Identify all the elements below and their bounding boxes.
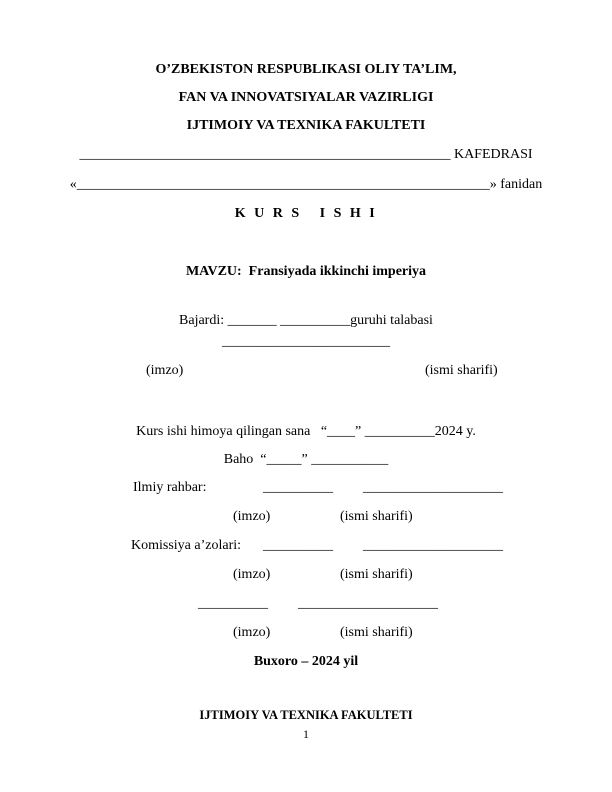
supervisor-signature-label: (imzo) — [233, 509, 271, 524]
supervisor-name-label: (ismi sharifi) — [340, 509, 413, 524]
performer-line: Bajardi: _______ __________guruhi talabasi — [179, 313, 433, 328]
commission-second-name-label: (ismi sharifi) — [340, 625, 413, 640]
commission-name-blank: ____________________ — [363, 538, 503, 553]
commission-name-label: (ismi sharifi) — [340, 567, 413, 582]
commission-signature-label: (imzo) — [233, 567, 271, 582]
commission-signature-blank: __________ — [263, 538, 333, 553]
supervisor-name-blank: ____________________ — [363, 480, 503, 495]
ministry-title-line-2: FAN VA INNOVATSIYALAR VAZIRLIGI — [178, 90, 434, 105]
topic-line: MAVZU: Fransiyada ikkinchi imperiya — [185, 264, 427, 279]
commission-second-signature-label: (imzo) — [233, 625, 271, 640]
kafedra-line: _____________________________________________________ KAFEDRASI — [79, 147, 533, 162]
performer-signature-label: (imzo) — [146, 363, 184, 378]
faculty-title: IJTIMOIY VA TEXNIKA FAKULTETI — [186, 118, 426, 133]
subject-line: «___________________________________________________________» fanidan — [69, 177, 543, 192]
performer-name-blank: ________________________ — [222, 334, 390, 349]
supervisor-label: Ilmiy rahbar: — [133, 480, 207, 495]
document-type-title: K U R S I S H I — [234, 206, 378, 221]
place-year: Buxoro – 2024 yil — [253, 654, 359, 669]
defense-date-line: Kurs ishi himoya qilingan sana “____” __________2024 y. — [136, 424, 476, 439]
commission-label: Komissiya a’zolari: — [131, 538, 242, 553]
commission-second-signature-blank: __________ — [198, 596, 268, 611]
commission-second-name-blank: ____________________ — [298, 596, 438, 611]
supervisor-signature-blank: __________ — [263, 480, 333, 495]
performer-name-label: (ismi sharifi) — [425, 363, 498, 378]
page-number: 1 — [303, 727, 309, 741]
ministry-title-line-1: O’ZBEKISTON RESPUBLIKASI OLIY TA’LIM, — [155, 62, 457, 77]
grade-line: Baho “_____” ___________ — [223, 452, 389, 467]
footer-faculty: IJTIMOIY VA TEXNIKA FAKULTETI — [199, 708, 413, 722]
